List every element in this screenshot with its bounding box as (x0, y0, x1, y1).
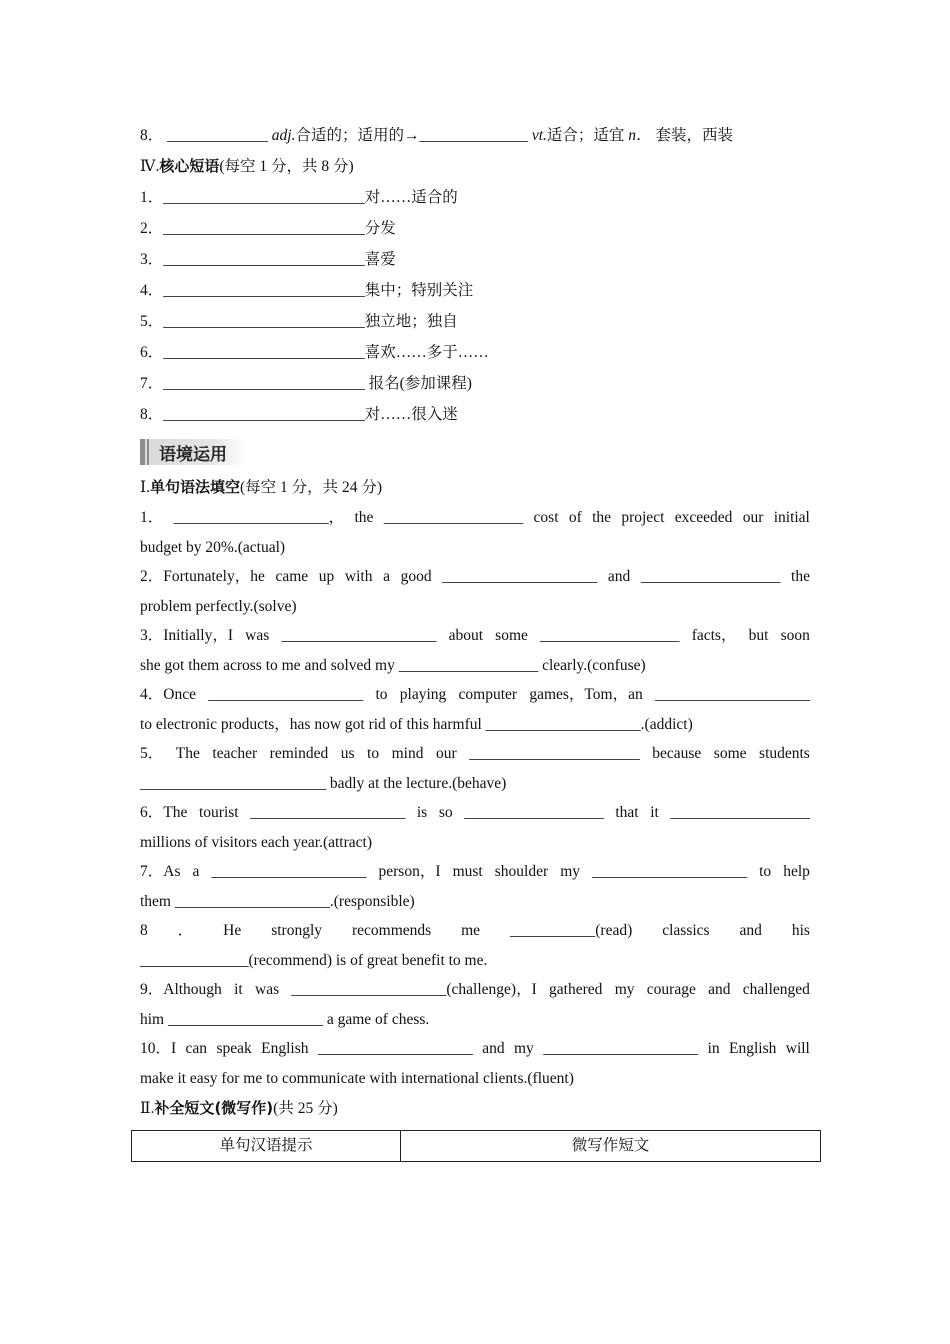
question-word: came (275, 568, 309, 585)
answer-blank[interactable]: _____________ (167, 127, 268, 144)
answer-blank[interactable]: ____________________ (211, 863, 367, 880)
section-banner (140, 430, 810, 474)
section-title: 补全短文 (154, 1099, 215, 1117)
question-line-end (140, 1005, 810, 1035)
question-word: person，I (378, 863, 441, 880)
question-word: up (318, 568, 335, 585)
meaning: 合适的；适用的 (295, 127, 404, 144)
answer-blank[interactable]: __________________________ (163, 251, 365, 268)
arrow-icon: → (403, 127, 420, 144)
section-note: (共 25 分) (273, 1100, 338, 1117)
question-word: in (707, 1040, 720, 1057)
question-text: problem perfectly.(solve) (140, 597, 297, 615)
meaning: 集中；特别关注 (364, 282, 474, 299)
question-word: to (759, 863, 772, 880)
phrase-item (140, 244, 810, 275)
question-line-end (140, 651, 810, 681)
column-header: 单句汉语提示 (219, 1137, 313, 1154)
grammar-question (140, 857, 810, 916)
question-word: playing (399, 686, 447, 703)
meaning: 喜欢……多于…… (364, 344, 489, 361)
question-word: 4．Once (140, 686, 196, 703)
part-of-speech: vt. (531, 127, 547, 144)
question-word: our (742, 509, 764, 526)
question-word: 9．Although (140, 981, 222, 998)
question-word: recommends (351, 922, 432, 939)
question-word: will (785, 1040, 810, 1057)
question-word: reminded (269, 745, 329, 762)
answer-blank[interactable]: ____________________， (173, 509, 345, 526)
question-line (140, 562, 810, 592)
question-word: help (783, 863, 810, 880)
question-word: strongly (271, 922, 323, 939)
question-word: classics (662, 922, 710, 939)
grammar-question (140, 916, 810, 975)
question-word: and (708, 981, 731, 998)
grammar-question (140, 739, 810, 798)
question-word: good (400, 568, 432, 585)
item-number: 1． (140, 189, 164, 206)
writing-table (131, 1130, 821, 1162)
question-line (140, 857, 810, 887)
item-number: 8． (140, 127, 164, 144)
section-number: Ⅱ. (140, 1100, 155, 1117)
phrase-item (140, 337, 810, 368)
question-word: English (261, 1040, 309, 1057)
question-word: 3．Initially，I (140, 627, 233, 644)
question-text: make it easy for me to communicate with international clients.(fluent) (140, 1069, 574, 1087)
answer-blank[interactable]: ____________________ (317, 1040, 473, 1057)
question-word: my (614, 981, 635, 998)
answer-blank[interactable]: __________________________ (163, 220, 365, 237)
question-word: 7．As (140, 863, 181, 880)
question-word: gathered (549, 981, 603, 998)
grammar-question (140, 621, 810, 680)
phrase-item (140, 306, 810, 337)
question-word: tourist (198, 804, 239, 821)
banner-box (140, 439, 245, 465)
section-number: Ⅰ. (140, 479, 150, 496)
question-word: computer (458, 686, 518, 703)
question-word: 5． (140, 745, 164, 762)
question-word: it (650, 804, 659, 821)
question-line (140, 621, 810, 651)
phrase-item (140, 275, 810, 306)
question-line-end (140, 592, 810, 622)
question-line-end (140, 1064, 810, 1094)
question-word: shoulder (494, 863, 549, 880)
phrase-item (140, 213, 810, 244)
question-word: about (448, 627, 484, 644)
question-word: the (592, 509, 612, 526)
meaning: 独立地；独自 (364, 313, 458, 330)
question-word: The (175, 745, 200, 762)
question-word: English (729, 1040, 777, 1057)
answer-blank[interactable]: ____________________ (281, 627, 437, 644)
section-note: (每空 1 分，共 8 分) (219, 158, 354, 175)
question-word: mind (391, 745, 424, 762)
question-word: of (568, 509, 582, 526)
question-word: was (245, 627, 270, 644)
answer-blank[interactable]: ____________________ (250, 804, 406, 821)
question-line (140, 739, 810, 769)
section-note: (每空 1 分，共 24 分) (240, 479, 383, 496)
answer-blank[interactable]: __________________ (383, 509, 524, 526)
question-text: she got them across to me and solved my __________________ clearly.(confuse) (140, 656, 646, 674)
phrase-item (140, 182, 810, 213)
question-word: and (739, 922, 762, 939)
answer-blank[interactable]: ____________________ (654, 686, 810, 703)
question-word: soon (780, 627, 810, 644)
item-number: 5． (140, 313, 164, 330)
banner-bar-icon (140, 439, 145, 465)
question-word: games，Tom，an (529, 686, 643, 703)
question-word: facts， (691, 627, 737, 644)
question-line-end (140, 828, 810, 858)
question-word: that (615, 804, 639, 821)
grammar-question (140, 798, 810, 857)
banner-title: 语境运用 (159, 444, 227, 465)
meaning: 报名(参加课程) (364, 375, 472, 392)
question-word: some (713, 745, 747, 762)
answer-blank[interactable]: ____________________ (592, 863, 748, 880)
item-number: 2． (140, 220, 164, 237)
answer-blank[interactable]: __________________________ (163, 189, 365, 206)
question-word: a (192, 863, 200, 880)
question-word: exceeded (674, 509, 733, 526)
question-word: my (514, 1040, 534, 1057)
question-text: ________________________ badly at the lecture.(behave) (140, 774, 507, 792)
question-word: the (354, 509, 374, 526)
answer-blank[interactable]: ___________(read) (510, 922, 633, 939)
phrase-item (140, 368, 810, 399)
question-word: it (234, 981, 243, 998)
answer-blank[interactable]: ______________________ (469, 745, 640, 762)
question-line-end (140, 887, 810, 917)
question-word: speak (216, 1040, 252, 1057)
question-word: some (495, 627, 528, 644)
grammar-question (140, 503, 810, 562)
question-word: students (759, 745, 810, 762)
question-line-end (140, 769, 810, 799)
item-number: 4． (140, 282, 164, 299)
answer-blank[interactable]: __________________________ (163, 344, 365, 361)
question-word: can (185, 1040, 208, 1057)
question-word: his (791, 922, 810, 939)
section-number: Ⅳ. (140, 158, 160, 175)
question-word: and (607, 568, 631, 585)
question-text: millions of visitors each year.(attract) (140, 833, 372, 851)
answer-blank[interactable]: __________________ (640, 568, 781, 585)
item-number: 7． (140, 375, 164, 392)
answer-blank[interactable]: ____________________(challenge)，I (291, 981, 537, 998)
table-header-essay (401, 1131, 820, 1161)
question-word: must (452, 863, 483, 880)
answer-blank[interactable]: __________________ (670, 804, 810, 821)
answer-blank[interactable]: ____________________ (442, 568, 598, 585)
question-word: courage (646, 981, 696, 998)
meaning: 对……很入迷 (364, 406, 458, 423)
question-word: so (438, 804, 453, 821)
answer-blank[interactable]: __________________ (464, 804, 604, 821)
grammar-question (140, 975, 810, 1034)
phrase-list (140, 182, 810, 430)
question-word: challenged (742, 981, 810, 998)
banner-bar-icon (147, 439, 149, 465)
answer-blank[interactable]: __________________________ (163, 375, 365, 392)
question-word: project (621, 509, 665, 526)
part-of-speech: adj. (271, 127, 296, 144)
question-word: was (255, 981, 280, 998)
question-word: 1． (140, 509, 164, 526)
answer-blank[interactable]: __________________________ (163, 406, 365, 423)
question-word: our (436, 745, 457, 762)
meaning: 分发 (364, 220, 396, 237)
question-word: with (344, 568, 373, 585)
answer-blank[interactable]: __________________________ (163, 282, 365, 299)
question-word: but (748, 627, 769, 644)
section-title: 单句语法填空 (150, 478, 241, 496)
section-title: 核心短语 (159, 157, 220, 175)
question-word: initial (773, 509, 810, 526)
meaning: 喜爱 (364, 251, 396, 268)
question-word: is (416, 804, 428, 821)
question-word: and (482, 1040, 505, 1057)
worksheet-page (140, 120, 810, 1124)
question-line (140, 798, 810, 828)
question-line (140, 1034, 810, 1064)
question-word: to (367, 745, 380, 762)
writing-heading (140, 1093, 810, 1124)
section-subtitle: (微写作) (214, 1099, 274, 1117)
meaning: 适合；适宜 (546, 127, 625, 144)
answer-blank[interactable]: __________________________ (163, 313, 365, 330)
question-word: teacher (212, 745, 258, 762)
question-word: 10．I (140, 1040, 177, 1057)
grammar-question (140, 680, 810, 739)
question-line (140, 975, 810, 1005)
question-word: 2．Fortunately，he (140, 568, 265, 585)
phrase-item (140, 399, 810, 430)
meaning: 对……适合的 (364, 189, 458, 206)
grammar-question (140, 562, 810, 621)
question-word: cost (533, 509, 559, 526)
question-word: us (340, 745, 355, 762)
question-word: me (461, 922, 481, 939)
word-item-8 (140, 120, 810, 151)
question-word: to (375, 686, 388, 703)
question-line-end (140, 710, 810, 740)
question-word: 8 (140, 922, 148, 939)
question-word: because (652, 745, 702, 762)
question-word: He (223, 922, 242, 939)
question-word: 6．The (140, 804, 188, 821)
meaning: 套装，西装 (655, 127, 733, 144)
question-word: my (560, 863, 581, 880)
question-line-end (140, 533, 810, 563)
item-number: 3． (140, 251, 164, 268)
question-word: ． (177, 922, 194, 939)
answer-blank[interactable]: ____________________ (543, 1040, 699, 1057)
question-text: budget by 20%.(actual) (140, 538, 286, 556)
item-number: 6． (140, 344, 164, 361)
answer-blank[interactable]: ____________________ (208, 686, 364, 703)
phrases-heading (140, 151, 810, 182)
part-of-speech: n． (628, 127, 652, 144)
answer-blank[interactable]: ______________ (419, 127, 528, 144)
question-line (140, 680, 810, 710)
question-text: them ____________________.(responsible) (140, 892, 415, 910)
question-line (140, 503, 810, 533)
question-word: a (383, 568, 390, 585)
question-text: ______________(recommend) is of great benefit to me. (140, 951, 488, 969)
question-text: to electronic products，has now got rid of this harmful ____________________.(addict) (140, 715, 693, 733)
question-text: him ____________________ a game of chess. (140, 1010, 430, 1028)
answer-blank[interactable]: __________________ (540, 627, 680, 644)
grammar-question (140, 1034, 810, 1093)
table-header-hint (132, 1131, 401, 1161)
item-number: 8． (140, 406, 164, 423)
column-header: 微写作短文 (571, 1137, 650, 1154)
question-word: the (791, 568, 810, 585)
question-line-end (140, 946, 810, 976)
grammar-heading (140, 472, 810, 503)
question-line (140, 916, 810, 946)
